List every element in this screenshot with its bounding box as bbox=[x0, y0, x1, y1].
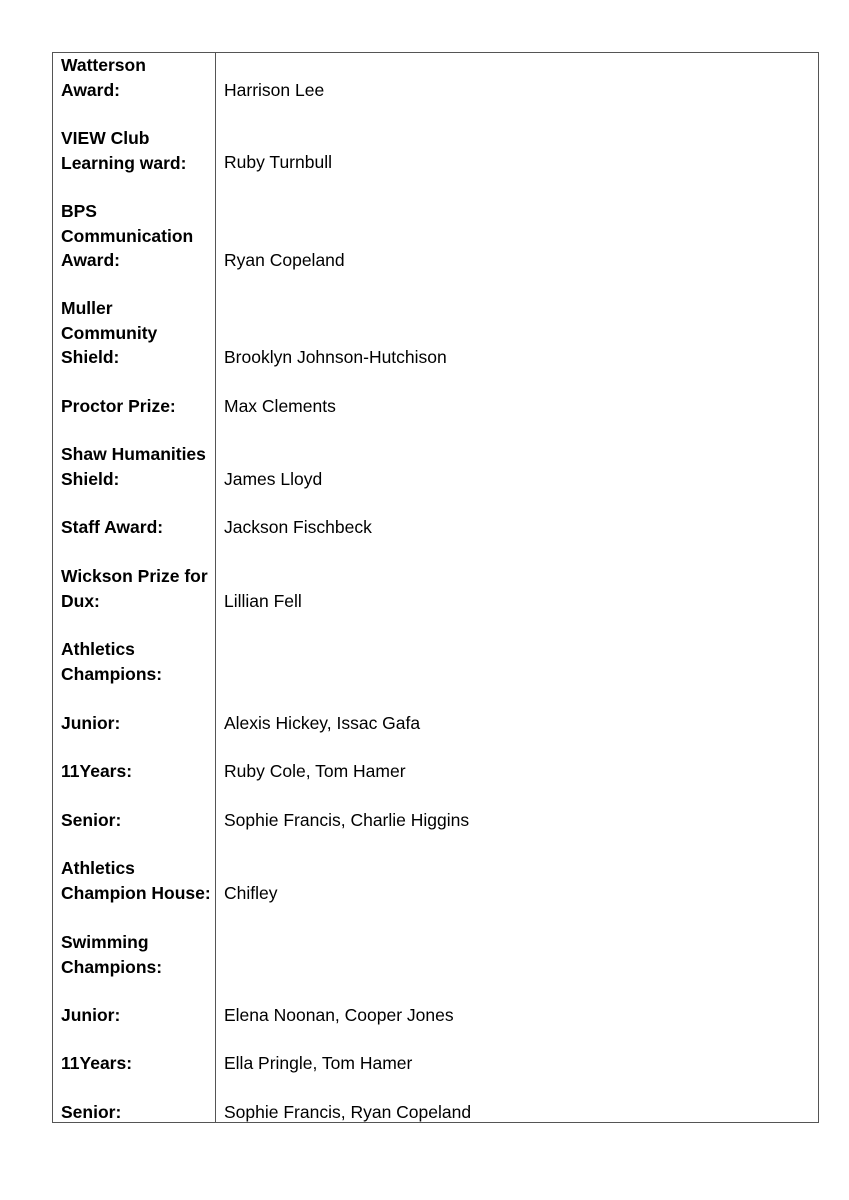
award-label: Wickson Prize for Dux: bbox=[61, 566, 208, 611]
award-recipient: Elena Noonan, Cooper Jones bbox=[224, 1005, 454, 1025]
award-recipient: Max Clements bbox=[224, 396, 336, 416]
award-label: Proctor Prize: bbox=[61, 396, 176, 416]
award-recipient: Jackson Fischbeck bbox=[224, 517, 372, 537]
column-divider bbox=[215, 52, 216, 1123]
award-recipient: Ella Pringle, Tom Hamer bbox=[224, 1053, 413, 1073]
award-recipient: Harrison Lee bbox=[224, 80, 325, 100]
category-label: Junior: bbox=[61, 713, 121, 733]
award-recipient: Ryan Copeland bbox=[224, 250, 345, 270]
award-recipient: Sophie Francis, Charlie Higgins bbox=[224, 810, 470, 830]
award-recipient: Sophie Francis, Ryan Copeland bbox=[224, 1102, 472, 1122]
award-recipient: James Lloyd bbox=[224, 469, 323, 489]
section-heading: Athletics Champions: bbox=[61, 639, 163, 684]
award-recipient: Brooklyn Johnson-Hutchison bbox=[224, 347, 447, 367]
award-label: BPS Communication Award: bbox=[61, 201, 194, 270]
award-recipient: Lillian Fell bbox=[224, 591, 302, 611]
category-label: Senior: bbox=[61, 810, 122, 830]
award-recipient: Chifley bbox=[224, 883, 278, 903]
award-label: Athletics Champion House: bbox=[61, 858, 211, 903]
award-recipient: Ruby Turnbull bbox=[224, 152, 332, 172]
category-label: Junior: bbox=[61, 1005, 121, 1025]
section-heading: Swimming Champions: bbox=[61, 932, 163, 977]
category-label: 11Years: bbox=[61, 761, 133, 781]
award-label: VIEW Club Learning ward: bbox=[61, 128, 187, 173]
award-label: Shaw Humanities Shield: bbox=[61, 444, 206, 489]
category-label: 11Years: bbox=[61, 1053, 133, 1073]
category-label: Senior: bbox=[61, 1102, 122, 1122]
award-label: Watterson Award: bbox=[61, 55, 146, 100]
award-recipient: Alexis Hickey, Issac Gafa bbox=[224, 713, 421, 733]
award-label: Staff Award: bbox=[61, 517, 164, 537]
award-label: Muller Community Shield: bbox=[61, 298, 158, 367]
award-recipient: Ruby Cole, Tom Hamer bbox=[224, 761, 406, 781]
